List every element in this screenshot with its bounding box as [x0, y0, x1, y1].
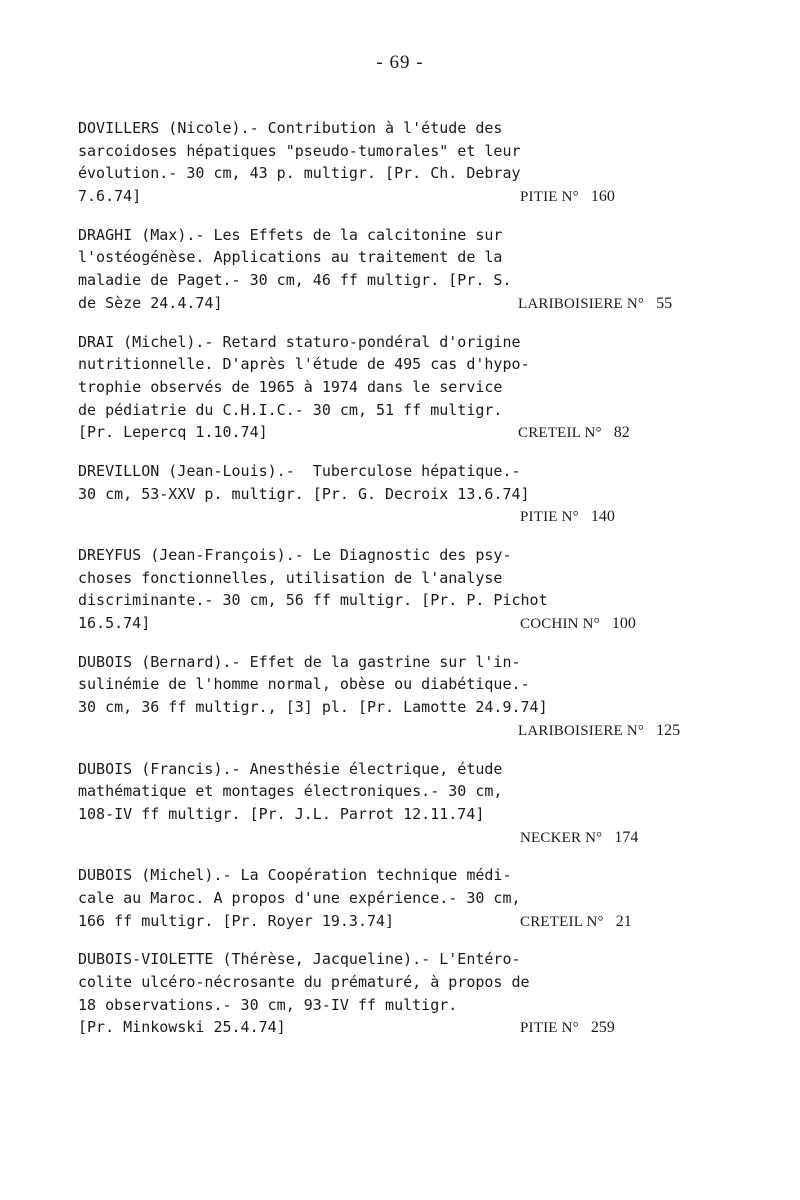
- location-number: 140: [590, 508, 615, 526]
- catalog-entry: [78, 331, 703, 444]
- entry-line: DREYFUS (Jean-François).- Le Diagnostic des psy-: [78, 546, 512, 564]
- catalog-entry: [78, 758, 703, 849]
- shelf-location: [520, 612, 636, 636]
- catalog-entry: [78, 117, 703, 208]
- entry-line: DOVILLERS (Nicole).- Contribution à l'étude des: [78, 119, 503, 137]
- location-label: COCHIN N°: [520, 616, 600, 633]
- entry-last-line: [78, 612, 703, 635]
- page-number: - 69 -: [376, 52, 424, 73]
- entry-line: maladie de Paget.- 30 cm, 46 ff multigr. [Pr. S.: [78, 271, 512, 290]
- entry-line: évolution.- 30 cm, 43 p. multigr. [Pr. Ch. Debray: [78, 164, 521, 183]
- shelf-location: [518, 421, 630, 445]
- location-number: 100: [611, 615, 636, 633]
- entry-line: mathématique et montages électroniques.- 30 cm,: [78, 782, 503, 801]
- location-number: 82: [613, 424, 630, 442]
- entry-line: l'ostéogénèse. Applications au traitement de la: [78, 248, 503, 267]
- entry-last-line: [78, 719, 703, 742]
- shelf-location: [518, 292, 672, 316]
- entry-line: 166 ff multigr. [Pr. Royer 19.3.74]: [78, 911, 395, 930]
- catalog-entry: [78, 651, 703, 742]
- entry-line: 16.5.74]: [78, 614, 151, 633]
- location-number: 259: [590, 1019, 615, 1037]
- entry-line: DUBOIS (Michel).- La Coopération technique médi-: [78, 866, 512, 885]
- entry-line: 18 observations.- 30 cm, 93-IV ff multigr.: [78, 995, 458, 1014]
- catalog-entries: [78, 117, 768, 1055]
- entry-last-line: [78, 826, 703, 849]
- entry-line: DREVILLON (Jean-Louis).- Tuberculose hépatique.-: [78, 461, 521, 480]
- location-label: PITIE N°: [520, 1020, 579, 1037]
- entry-last-line: [78, 1016, 703, 1039]
- location-label: CRETEIL N°: [518, 425, 602, 442]
- location-label: CRETEIL N°: [520, 913, 604, 930]
- entry-last-line: [78, 910, 703, 933]
- entry-line: de pédiatrie du C.H.I.C.- 30 cm, 51 ff multigr.: [78, 400, 503, 419]
- entry-line: trophie observés de 1965 à 1974 dans le service: [78, 377, 503, 396]
- entry-line: choses fonctionnelles, utilisation de l'analyse: [78, 568, 503, 587]
- shelf-location: [520, 505, 615, 529]
- location-number: 21: [615, 912, 632, 930]
- entry-line: [Pr. Minkowski 25.4.74]: [78, 1018, 286, 1037]
- shelf-location: [520, 185, 615, 209]
- entry-line: sulinémie de l'homme normal, obèse ou diabétique.-: [78, 675, 530, 694]
- location-number: 174: [614, 828, 639, 846]
- entry-line: DUBOIS-VIOLETTE (Thérèse, Jacqueline).- L'Entéro-: [78, 950, 521, 969]
- entry-line: cale au Maroc. A propos d'une expérience.- 30 cm,: [78, 888, 521, 907]
- shelf-location: [518, 719, 680, 743]
- shelf-location: [520, 1016, 615, 1040]
- shelf-location: [520, 826, 638, 850]
- location-number: 125: [656, 721, 681, 739]
- entry-line: discriminante.- 30 cm, 56 ff multigr. [Pr. P. Pichot: [78, 591, 548, 610]
- location-label: LARIBOISIERE N°: [518, 295, 645, 312]
- entry-line: 7.6.74]: [78, 187, 142, 206]
- entry-last-line: [78, 292, 703, 315]
- catalog-entry: [78, 224, 703, 315]
- entry-line: 30 cm, 53-XXV p. multigr. [Pr. G. Decroix 13.6.74]: [78, 484, 530, 503]
- entry-line: [Pr. Lepercq 1.10.74]: [78, 423, 268, 442]
- catalog-entry: [78, 948, 703, 1039]
- shelf-location: [520, 910, 632, 934]
- catalog-entry: [78, 460, 703, 528]
- location-label: PITIE N°: [520, 509, 579, 526]
- location-label: NECKER N°: [520, 829, 603, 846]
- entry-line: DRAI (Michel).- Retard staturo-pondéral d'origine: [78, 332, 521, 351]
- location-number: 55: [656, 294, 673, 312]
- location-number: 160: [590, 188, 615, 206]
- entry-line: DUBOIS (Francis).- Anesthésie électrique, étude: [78, 759, 503, 778]
- entry-line: nutritionnelle. D'après l'étude de 495 cas d'hypo-: [78, 355, 530, 374]
- entry-last-line: [78, 505, 703, 528]
- entry-line: 30 cm, 36 ff multigr., [3] pl. [Pr. Lamotte 24.9.74]: [78, 698, 548, 717]
- entry-line: 108-IV ff multigr. [Pr. J.L. Parrot 12.11.74]: [78, 804, 485, 823]
- entry-last-line: [78, 185, 703, 208]
- location-label: PITIE N°: [520, 189, 579, 206]
- entry-last-line: [78, 421, 703, 444]
- location-label: LARIBOISIERE N°: [518, 722, 645, 739]
- entry-line: DUBOIS (Bernard).- Effet de la gastrine sur l'in-: [78, 652, 521, 671]
- entry-line: colite ulcéro-nécrosante du prématuré, à propos de: [78, 973, 530, 991]
- catalog-entry: [78, 864, 703, 932]
- catalog-entry: [78, 544, 703, 635]
- entry-line: sarcoidoses hépatiques "pseudo-tumorales" et leur: [78, 141, 521, 160]
- entry-line: de Sèze 24.4.74]: [78, 293, 223, 312]
- entry-line: DRAGHI (Max).- Les Effets de la calcitonine sur: [78, 225, 503, 244]
